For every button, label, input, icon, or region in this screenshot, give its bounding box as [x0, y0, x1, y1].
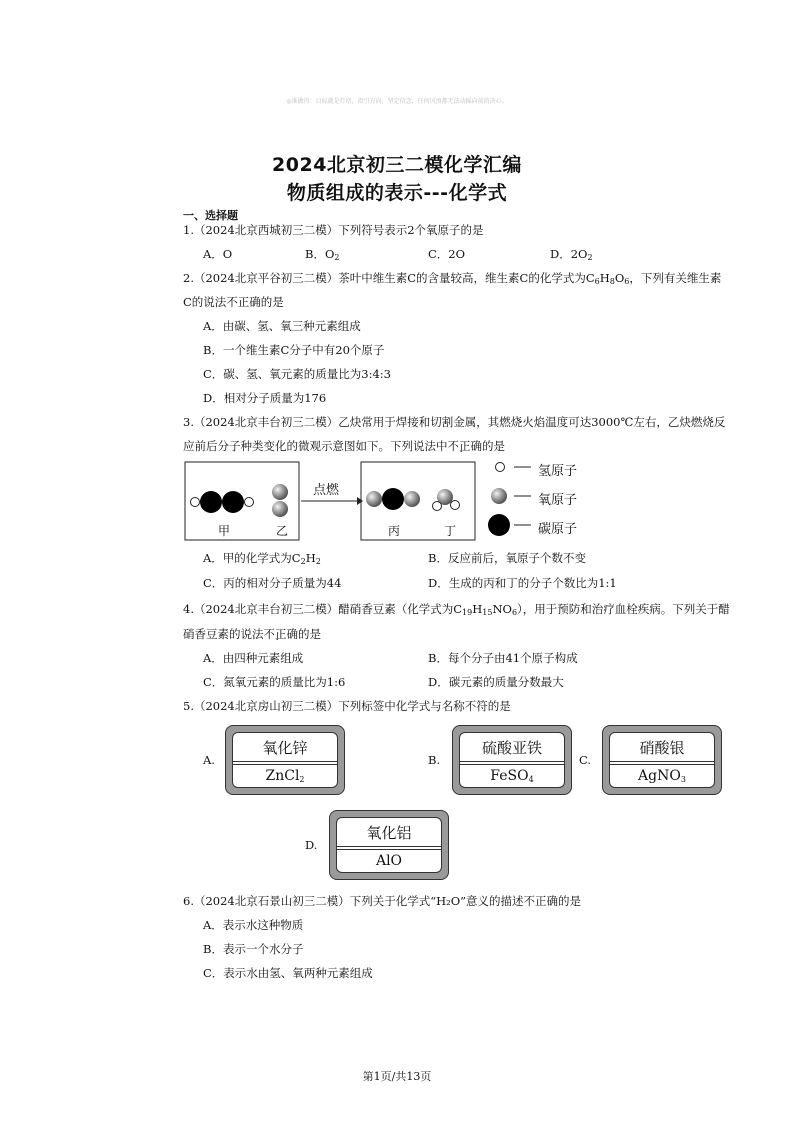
q5-option-b-letter: B.	[428, 753, 441, 767]
q5-option-c-letter: C.	[579, 753, 592, 767]
question-3-stem: 3.（2024北京丰台初三二模）乙炔常用于焊接和切割金属，其燃烧火焰温度可达3000℃左右，乙炔燃烧反	[183, 415, 726, 429]
q2-option-c: C．碳、氢、氧元素的质量比为3:4:3	[203, 367, 391, 381]
q4-option-a: A．由四种元素组成	[203, 651, 304, 665]
legend-carbon-label: 碳原子	[538, 522, 578, 537]
question-1-stem: 1.（2024北京西城初三二模）下列符号表示2个氧原子的是	[183, 223, 484, 237]
q1-option-d: D．$2O_2$	[550, 247, 593, 262]
question-6-stem: 6.（2024北京石景山初三二模）下列关于化学式“H₂O”意义的描述不正确的是	[183, 894, 582, 908]
page-subtitle: 物质组成的表示---化学式	[286, 182, 508, 204]
molecule-label-bing: 丙	[388, 524, 401, 538]
question-4-stem: 4.（2024北京丰台初三二模）醋硝香豆素（化学式为$C_{19}H_{15}NO_6$），用于预防和治疗血栓疾病。下列关于醋	[183, 602, 730, 617]
q5-option-d-letter: D.	[305, 838, 318, 852]
watermark: ◎谁做得：目标就是灯塔，指引方向，坚定信念，任何风浪都无法动摇向前的决心。	[286, 98, 508, 105]
question-3-stem-cont: 应前后分子种类变化的微观示意图如下。下列说法中不正确的是	[183, 439, 505, 453]
label-name: 硫酸亚铁	[481, 739, 542, 757]
label-option-c	[602, 725, 722, 795]
hydrogen-atom	[191, 498, 200, 507]
oxygen-atom	[272, 484, 288, 500]
hydrogen-atom	[433, 502, 442, 511]
label-formula: ZnCl$_2$	[265, 768, 305, 784]
question-2-stem-cont: C的说法不正确的是	[183, 295, 284, 309]
legend-oxygen-label: 氧原子	[538, 493, 578, 508]
question-2-stem: 2.（2024北京平谷初三二模）茶叶中维生素C的含量较高，维生素C的化学式为$C_6H_8O_6$，下列有关维生素	[183, 271, 722, 286]
label-option-a	[225, 725, 345, 795]
reaction-arrow-head	[357, 497, 363, 505]
carbon-atom	[382, 488, 404, 510]
q2-option-b: B．一个维生素C分子中有20个原子	[203, 343, 385, 357]
label-name: 硝酸银	[639, 739, 685, 757]
molecule-label-jia: 甲	[218, 524, 231, 538]
q4-option-c: C．氮氧元素的质量比为1:6	[203, 675, 346, 689]
q3-option-b: B．反应前后，氧原子个数不变	[428, 551, 586, 565]
q1-option-a: A．O	[203, 247, 233, 261]
q4-option-d: D．碳元素的质量分数最大	[428, 675, 564, 689]
label-formula: AlO	[375, 853, 403, 869]
q3-option-a: A．甲的化学式为$C_2H_2$	[203, 551, 321, 566]
reaction-condition: 点燃	[313, 483, 340, 498]
q6-option-a: A．表示水这种物质	[203, 918, 304, 932]
page-title: 2024北京初三二模化学汇编	[272, 154, 522, 176]
label-name: 氧化铝	[366, 824, 412, 842]
molecule-label-ding: 丁	[444, 524, 457, 538]
legend-hydrogen-icon	[496, 463, 505, 472]
carbon-atom	[200, 491, 222, 513]
q6-option-c: C．表示水由氢、氧两种元素组成	[203, 966, 373, 980]
label-option-b	[452, 725, 572, 795]
label-option-d	[329, 810, 449, 880]
question-5-stem: 5.（2024北京房山初三二模）下列标签中化学式与名称不符的是	[183, 699, 511, 713]
q1-option-b: B．$O_2$	[305, 247, 340, 262]
label-formula: FeSO$_4$	[490, 768, 534, 784]
q2-option-d: D．相对分子质量为176	[203, 391, 327, 405]
label-formula: AgNO$_3$	[638, 768, 686, 784]
q6-option-b: B．表示一个水分子	[203, 942, 304, 956]
oxygen-atom	[366, 491, 382, 507]
q1-option-c: C．2O	[428, 247, 466, 261]
q5-option-a-letter: A.	[203, 753, 215, 767]
legend-hydrogen-label: 氢原子	[538, 464, 578, 479]
label-name: 氧化锌	[262, 739, 308, 757]
section-heading: 一、选择题	[183, 209, 238, 222]
q3-option-d: D．生成的丙和丁的分子个数比为1:1	[428, 576, 617, 590]
oxygen-atom	[404, 491, 420, 507]
legend-oxygen-icon	[491, 488, 507, 504]
carbon-atom	[222, 491, 244, 513]
oxygen-atom	[272, 501, 288, 517]
legend-carbon-icon	[488, 514, 510, 536]
hydrogen-atom	[451, 501, 460, 510]
q2-option-a: A．由碳、氢、氧三种元素组成	[203, 319, 361, 333]
hydrogen-atom	[245, 498, 254, 507]
q3-option-c: C．丙的相对分子质量为44	[203, 576, 342, 590]
q4-option-b: B．每个分子由41个原子构成	[428, 651, 578, 665]
molecule-label-yi: 乙	[276, 524, 289, 538]
question-4-stem-cont: 硝香豆素的说法不正确的是	[183, 627, 321, 641]
page-footer: 第1页/共13页	[362, 1070, 432, 1083]
